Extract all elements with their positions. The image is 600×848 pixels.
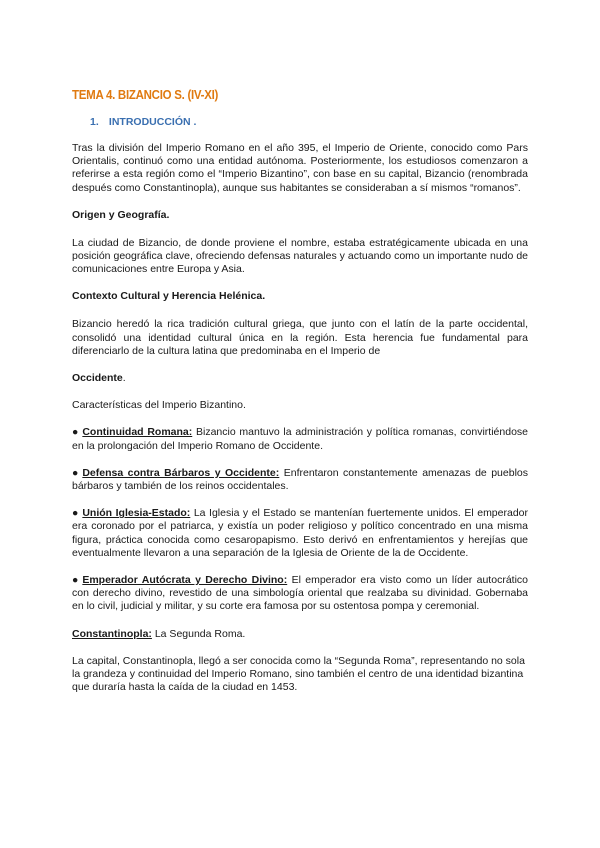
bullet-term: Emperador Autócrata y Derecho Divino: — [82, 574, 288, 587]
bullet-text: El emperador era visto como un líder autocrático con derecho divino, revestido de una simbología oriental que realzaba su divinidad. Gobernaba en lo civil, judicial y militar, y su corte era famosa por su ostentosa pompa y ceremonial. — [72, 574, 528, 613]
origen-paragraph: La ciudad de Bizancio, de donde proviene el nombre, estaba estratégicamente ubicada en una posición geográfica clave, ofreciendo defensas naturales y actuando como un importante nudo de comunicaciones entre Europa y Asia. — [72, 236, 528, 276]
contexto-paragraph: Bizancio heredó la rica tradición cultural griega, que junto con el latín de la parte occidental, consolidó una identidad cultural única en la región. Esta herencia fue fundamental para diferenciarlo de la cultura latina que predominaba en el Imperio de — [72, 318, 528, 357]
occidente-line — [72, 372, 528, 385]
bullet-term: Defensa contra Bárbaros y Occidente: — [82, 466, 280, 479]
intro-paragraph: Tras la división del Imperio Romano en el año 395, el Imperio de Oriente, conocido como Pars Orientalis, continuó como una entidad autónoma. Posteriormente, los estudiosos comenzaron a referirse a esta región como el “Imperio Bizantino”, con base en su capital, Bizancio (renombrada después como Constantinopla), aunque sus habitantes se consideraban a sí mismos “romanos”. — [72, 142, 528, 194]
bullet-text: La Iglesia y el Estado se mantenían fuertemente unidos. El emperador era coronado por el patriarca, y existía un poder religioso y político concentrado en una misma figura, práctica conocida como cesaropapismo. Esto derivó en enfrentamientos y herejías que eventualmente llevaron a una separación de la Iglesia de Oriente de la de Occidente. — [72, 507, 529, 559]
document-page — [72, 88, 528, 708]
constantinopla-paragraph: La capital, Constantinopla, llegó a ser conocida como la “Segunda Roma”, representando no sola la grandeza y continuidad del Imperio Romano, sino también el centro de una identidad bizantina que duraría hasta la caída de la ciudad en 1453. — [72, 654, 525, 694]
bullet-icon: ● — [72, 426, 79, 439]
occidente-bold: Occidente — [72, 372, 123, 385]
caracteristicas-intro: Características del Imperio Bizantino. — [72, 399, 246, 412]
bullet-item — [72, 574, 528, 614]
bullet-term: Unión Iglesia-Estado: — [82, 507, 191, 520]
section-number: 1. — [90, 116, 99, 128]
section-label: INTRODUCCIÓN . — [108, 116, 197, 128]
origen-heading: Origen y Geografía. — [72, 208, 170, 221]
constantinopla-subtitle: La Segunda Roma. — [151, 627, 246, 640]
section-heading — [90, 116, 528, 129]
bullet-item — [72, 426, 528, 452]
bullet-item — [72, 507, 528, 560]
bullet-icon: ● — [72, 507, 79, 520]
document-title: TEMA 4. BIZANCIO S. (IV-XI) — [72, 88, 219, 102]
bullet-text: Bizancio mantuvo la administración y política romanas, convirtiéndose en la prolongación del Imperio Romano de Occidente. — [72, 426, 528, 452]
bullet-icon: ● — [72, 466, 79, 479]
bullet-text: Enfrentaron constantemente amenazas de pueblos bárbaros y también de los reinos occidentales. — [72, 466, 528, 493]
bullet-icon: ● — [72, 574, 79, 587]
contexto-heading: Contexto Cultural y Herencia Helénica. — [72, 290, 266, 303]
bullet-term: Continuidad Romana: — [82, 426, 193, 439]
occidente-tail: . — [122, 372, 126, 385]
bullet-item — [72, 467, 528, 493]
constantinopla-term: Constantinopla: — [72, 627, 152, 640]
constantinopla-heading — [72, 628, 528, 641]
